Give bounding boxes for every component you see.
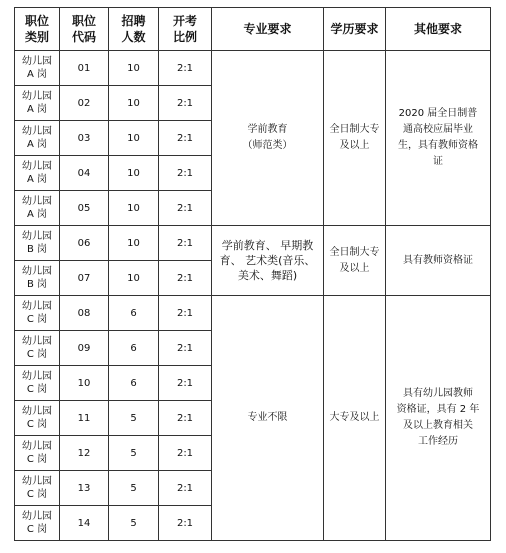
header-other: 其他要求 bbox=[386, 8, 491, 51]
ratio-cell: 2:1 bbox=[159, 121, 212, 156]
code-cell: 09 bbox=[60, 331, 109, 366]
count-cell: 5 bbox=[109, 471, 159, 506]
code-cell: 13 bbox=[60, 471, 109, 506]
count-cell: 10 bbox=[109, 226, 159, 261]
code-cell: 04 bbox=[60, 156, 109, 191]
header-major: 专业要求 bbox=[212, 8, 324, 51]
ratio-cell: 2:1 bbox=[159, 156, 212, 191]
header-ratio: 开考 比例 bbox=[159, 8, 212, 51]
count-cell: 5 bbox=[109, 436, 159, 471]
code-cell: 11 bbox=[60, 401, 109, 436]
count-cell: 5 bbox=[109, 506, 159, 541]
ratio-cell: 2:1 bbox=[159, 296, 212, 331]
major-requirement-group-a: 学前教育 （师范类） bbox=[212, 51, 324, 226]
other-requirement-group-b: 具有教师资格证 bbox=[386, 226, 491, 296]
ratio-cell: 2:1 bbox=[159, 436, 212, 471]
education-requirement-group-c: 大专及以上 bbox=[324, 296, 386, 541]
count-cell: 10 bbox=[109, 191, 159, 226]
header-row bbox=[15, 8, 491, 51]
code-cell: 12 bbox=[60, 436, 109, 471]
ratio-cell: 2:1 bbox=[159, 51, 212, 86]
code-cell: 07 bbox=[60, 261, 109, 296]
code-cell: 05 bbox=[60, 191, 109, 226]
code-cell: 06 bbox=[60, 226, 109, 261]
ratio-cell: 2:1 bbox=[159, 331, 212, 366]
category-cell: 幼儿园 A 岗 bbox=[15, 191, 60, 226]
ratio-cell: 2:1 bbox=[159, 226, 212, 261]
ratio-cell: 2:1 bbox=[159, 506, 212, 541]
ratio-cell: 2:1 bbox=[159, 471, 212, 506]
major-requirement-group-b: 学前教育、 早期教 育、 艺术类(音乐、 美术、舞蹈) bbox=[212, 226, 324, 296]
count-cell: 6 bbox=[109, 296, 159, 331]
category-cell: 幼儿园 C 岗 bbox=[15, 401, 60, 436]
code-cell: 10 bbox=[60, 366, 109, 401]
count-cell: 6 bbox=[109, 331, 159, 366]
count-cell: 5 bbox=[109, 401, 159, 436]
ratio-cell: 2:1 bbox=[159, 261, 212, 296]
code-cell: 02 bbox=[60, 86, 109, 121]
category-cell: 幼儿园 C 岗 bbox=[15, 506, 60, 541]
ratio-cell: 2:1 bbox=[159, 86, 212, 121]
count-cell: 10 bbox=[109, 121, 159, 156]
table-row bbox=[15, 51, 491, 86]
other-requirement-group-c: 具有幼儿园教师 资格证，具有 2 年 及以上教育相关 工作经历 bbox=[386, 296, 491, 541]
ratio-cell: 2:1 bbox=[159, 366, 212, 401]
ratio-cell: 2:1 bbox=[159, 191, 212, 226]
count-cell: 10 bbox=[109, 86, 159, 121]
header-education: 学历要求 bbox=[324, 8, 386, 51]
header-code: 职位 代码 bbox=[60, 8, 109, 51]
table-row bbox=[15, 296, 491, 331]
recruitment-table bbox=[14, 7, 491, 541]
header-category: 职位 类别 bbox=[15, 8, 60, 51]
code-cell: 14 bbox=[60, 506, 109, 541]
category-cell: 幼儿园 A 岗 bbox=[15, 86, 60, 121]
count-cell: 6 bbox=[109, 366, 159, 401]
category-cell: 幼儿园 C 岗 bbox=[15, 471, 60, 506]
education-requirement-group-b: 全日制大专 及以上 bbox=[324, 226, 386, 296]
category-cell: 幼儿园 C 岗 bbox=[15, 366, 60, 401]
ratio-cell: 2:1 bbox=[159, 401, 212, 436]
table-row bbox=[15, 226, 491, 261]
major-requirement-group-c: 专业不限 bbox=[212, 296, 324, 541]
code-cell: 08 bbox=[60, 296, 109, 331]
code-cell: 01 bbox=[60, 51, 109, 86]
count-cell: 10 bbox=[109, 156, 159, 191]
other-requirement-group-a: 2020 届全日制普 通高校应届毕业 生，具有教师资格 证 bbox=[386, 51, 491, 226]
count-cell: 10 bbox=[109, 51, 159, 86]
category-cell: 幼儿园 A 岗 bbox=[15, 156, 60, 191]
category-cell: 幼儿园 C 岗 bbox=[15, 436, 60, 471]
header-count: 招聘 人数 bbox=[109, 8, 159, 51]
category-cell: 幼儿园 A 岗 bbox=[15, 51, 60, 86]
category-cell: 幼儿园 A 岗 bbox=[15, 121, 60, 156]
count-cell: 10 bbox=[109, 261, 159, 296]
education-requirement-group-a: 全日制大专 及以上 bbox=[324, 51, 386, 226]
category-cell: 幼儿园 B 岗 bbox=[15, 261, 60, 296]
code-cell: 03 bbox=[60, 121, 109, 156]
category-cell: 幼儿园 B 岗 bbox=[15, 226, 60, 261]
category-cell: 幼儿园 C 岗 bbox=[15, 296, 60, 331]
category-cell: 幼儿园 C 岗 bbox=[15, 331, 60, 366]
